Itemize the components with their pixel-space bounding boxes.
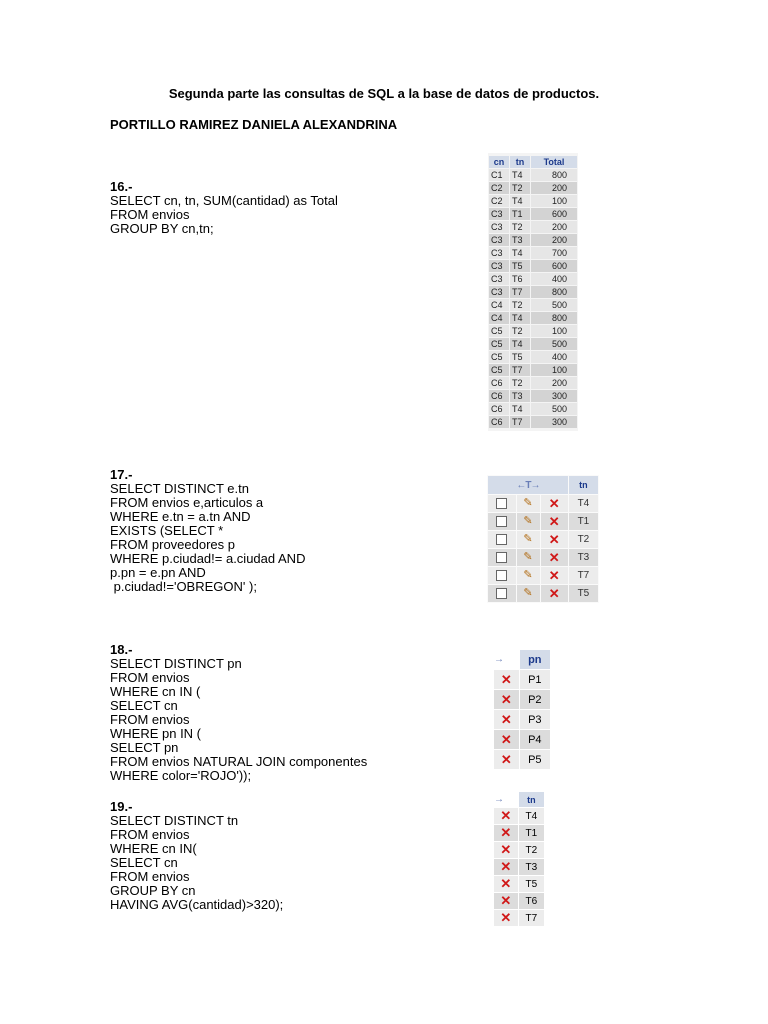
column-header-total[interactable]: Total	[531, 156, 577, 168]
cell-total: 400	[531, 273, 577, 285]
table-row	[494, 710, 550, 729]
table-row	[489, 403, 577, 415]
checkbox-icon[interactable]	[496, 552, 507, 563]
column-arrow	[494, 650, 519, 669]
cell-cn: C4	[489, 299, 509, 311]
edit-cell[interactable]	[517, 549, 540, 566]
cell-value: T1	[519, 825, 544, 841]
cell-tn: T2	[569, 531, 598, 548]
cell-value: P5	[520, 750, 550, 769]
cell-total: 600	[531, 260, 577, 272]
delete-cell[interactable]	[494, 910, 518, 926]
cell-tn: T2	[510, 299, 530, 311]
cell-cn: C6	[489, 403, 509, 415]
delete-x-icon[interactable]: ✕	[548, 531, 560, 547]
cell-cn: C5	[489, 364, 509, 376]
query-line: FROM proveedores p	[110, 537, 235, 552]
delete-x-icon[interactable]: ✕	[500, 842, 512, 857]
table-row	[488, 513, 598, 530]
checkbox-icon[interactable]	[496, 534, 507, 545]
query-line: p.ciudad!='OBREGON' );	[110, 579, 257, 594]
edit-cell[interactable]	[517, 567, 540, 584]
table-row	[489, 377, 577, 389]
cell-cn: C6	[489, 416, 509, 428]
pencil-icon[interactable]: ✎	[523, 515, 533, 527]
cell-cn: C3	[489, 221, 509, 233]
table-row	[489, 182, 577, 194]
cell-cn: C5	[489, 338, 509, 350]
cell-total: 500	[531, 299, 577, 311]
cell-cn: C2	[489, 182, 509, 194]
arrow-right-icon: →	[494, 794, 504, 805]
query-number: 18.-	[110, 642, 133, 657]
delete-x-icon[interactable]: ✕	[500, 711, 512, 727]
cell-tn: T4	[510, 312, 530, 324]
checkbox-icon[interactable]	[496, 588, 507, 599]
cell-total: 700	[531, 247, 577, 259]
delete-x-icon[interactable]: ✕	[548, 549, 560, 565]
query-line: WHERE cn IN(	[110, 841, 197, 856]
query-line: SELECT DISTINCT tn	[110, 813, 239, 828]
cell-tn: T1	[510, 208, 530, 220]
table-row	[489, 234, 577, 246]
query-line: EXISTS (SELECT *	[110, 523, 224, 538]
table-row	[488, 567, 598, 584]
cell-value: P2	[520, 690, 550, 709]
table-row	[489, 286, 577, 298]
result-table-17	[487, 475, 599, 603]
query-line: FROM envios	[110, 207, 190, 222]
cell-total: 100	[531, 195, 577, 207]
edit-cell[interactable]	[517, 531, 540, 548]
delete-x-icon[interactable]: ✕	[500, 876, 512, 891]
cell-tn: T5	[510, 351, 530, 363]
checkbox-cell[interactable]	[488, 495, 516, 512]
query-line: FROM envios	[110, 869, 190, 884]
query-line: SELECT pn	[110, 740, 179, 755]
delete-cell[interactable]	[494, 710, 519, 729]
table-row	[488, 585, 598, 602]
cell-total: 200	[531, 221, 577, 233]
query-16	[110, 180, 338, 236]
table-row	[489, 195, 577, 207]
sort-arrows-icon: ←T→	[516, 479, 540, 491]
cell-tn: T5	[510, 260, 530, 272]
cell-value: T2	[519, 842, 544, 858]
cell-total: 100	[531, 325, 577, 337]
cell-tn: T7	[569, 567, 598, 584]
cell-tn: T2	[510, 221, 530, 233]
cell-value: T3	[519, 859, 544, 875]
cell-value: T5	[519, 876, 544, 892]
query-line: WHERE color='ROJO'));	[110, 768, 252, 783]
cell-cn: C1	[489, 169, 509, 181]
query-line: FROM envios	[110, 670, 190, 685]
cell-total: 400	[531, 351, 577, 363]
delete-cell[interactable]	[541, 513, 568, 530]
delete-cell[interactable]	[541, 549, 568, 566]
cell-tn: T7	[510, 286, 530, 298]
cell-tn: T2	[510, 182, 530, 194]
cell-cn: C5	[489, 325, 509, 337]
delete-cell[interactable]	[541, 531, 568, 548]
query-line: p.pn = e.pn AND	[110, 565, 206, 580]
table-row	[489, 299, 577, 311]
cell-total: 800	[531, 286, 577, 298]
cell-total: 200	[531, 234, 577, 246]
column-arrow	[494, 792, 518, 807]
delete-x-icon[interactable]: ✕	[548, 567, 560, 583]
query-line: WHERE cn IN (	[110, 684, 201, 699]
table-row	[489, 312, 577, 324]
table-row	[489, 273, 577, 285]
table-row	[494, 750, 550, 769]
query-line: FROM envios e,articulos a	[110, 495, 264, 510]
query-line: FROM envios	[110, 712, 190, 727]
cell-total: 100	[531, 364, 577, 376]
table-row	[488, 495, 598, 512]
pencil-icon[interactable]: ✎	[523, 497, 533, 509]
result-table-19	[493, 791, 545, 927]
document-title: Segunda parte las consultas de SQL a la base de datos de productos.	[168, 86, 600, 101]
delete-cell[interactable]	[541, 585, 568, 602]
query-18	[110, 643, 367, 783]
delete-x-icon[interactable]: ✕	[500, 808, 512, 823]
query-line: SELECT cn	[110, 698, 178, 713]
table-row	[494, 690, 550, 709]
table-row	[494, 730, 550, 749]
cell-total: 200	[531, 182, 577, 194]
checkbox-icon[interactable]	[496, 516, 507, 527]
table-row	[488, 549, 598, 566]
delete-x-icon[interactable]: ✕	[500, 751, 512, 767]
cell-total: 800	[531, 169, 577, 181]
table-row	[494, 670, 550, 689]
delete-x-icon[interactable]: ✕	[500, 825, 512, 840]
query-19	[110, 800, 283, 912]
checkbox-cell[interactable]	[488, 531, 516, 548]
cell-tn: T5	[569, 585, 598, 602]
delete-cell[interactable]	[494, 690, 519, 709]
cell-tn: T4	[510, 195, 530, 207]
table-row	[489, 247, 577, 259]
cell-value: P4	[520, 730, 550, 749]
cell-cn: C3	[489, 234, 509, 246]
pencil-icon[interactable]: ✎	[523, 569, 533, 581]
query-number: 16.-	[110, 179, 133, 194]
delete-x-icon[interactable]: ✕	[500, 910, 512, 925]
cell-total: 500	[531, 338, 577, 350]
cell-value: T6	[519, 893, 544, 909]
cell-tn: T4	[569, 495, 598, 512]
table-row	[489, 351, 577, 363]
cell-total: 600	[531, 208, 577, 220]
table-row	[489, 416, 577, 428]
cell-tn: T3	[510, 390, 530, 402]
query-line: GROUP BY cn,tn;	[110, 221, 214, 236]
column-header-cn[interactable]: cn	[489, 156, 509, 168]
cell-total: 300	[531, 390, 577, 402]
delete-x-icon[interactable]: ✕	[500, 691, 512, 707]
cell-tn: T2	[510, 377, 530, 389]
cell-total: 200	[531, 377, 577, 389]
query-line: SELECT DISTINCT e.tn	[110, 481, 249, 496]
author-name: PORTILLO RAMIREZ DANIELA ALEXANDRINA	[110, 117, 398, 132]
query-line: SELECT cn, tn, SUM(cantidad) as Total	[110, 193, 338, 208]
delete-cell[interactable]	[494, 825, 518, 841]
query-number: 17.-	[110, 467, 133, 482]
column-header-tn[interactable]: tn	[569, 476, 598, 494]
cell-cn: C3	[489, 286, 509, 298]
cell-cn: C4	[489, 312, 509, 324]
edit-cell[interactable]	[517, 585, 540, 602]
cell-tn: T4	[510, 338, 530, 350]
query-line: GROUP BY cn	[110, 883, 196, 898]
delete-x-icon[interactable]: ✕	[548, 495, 560, 511]
cell-tn: T4	[510, 403, 530, 415]
cell-tn: T3	[569, 549, 598, 566]
cell-total: 500	[531, 403, 577, 415]
checkbox-icon[interactable]	[496, 498, 507, 509]
query-line: WHERE e.tn = a.tn AND	[110, 509, 251, 524]
table-row	[494, 808, 544, 824]
checkbox-cell[interactable]	[488, 549, 516, 566]
delete-x-icon[interactable]: ✕	[500, 893, 512, 908]
delete-cell[interactable]	[494, 893, 518, 909]
query-line: FROM envios	[110, 827, 190, 842]
cell-total: 800	[531, 312, 577, 324]
delete-x-icon[interactable]: ✕	[500, 859, 512, 874]
cell-cn: C3	[489, 208, 509, 220]
query-line: WHERE pn IN (	[110, 726, 202, 741]
table-row	[489, 260, 577, 272]
delete-x-icon[interactable]: ✕	[548, 513, 560, 529]
cell-tn: T7	[510, 416, 530, 428]
cell-cn: C5	[489, 351, 509, 363]
query-line: SELECT DISTINCT pn	[110, 656, 242, 671]
delete-cell[interactable]	[494, 750, 519, 769]
column-header-tn[interactable]: tn	[510, 156, 530, 168]
table-row	[494, 825, 544, 841]
cell-cn: C2	[489, 195, 509, 207]
checkbox-cell[interactable]	[488, 513, 516, 530]
delete-cell[interactable]	[541, 567, 568, 584]
delete-x-icon[interactable]: ✕	[500, 671, 512, 687]
cell-cn: C6	[489, 390, 509, 402]
table-row	[494, 859, 544, 875]
cell-total: 300	[531, 416, 577, 428]
arrow-right-icon: →	[494, 654, 504, 665]
cell-cn: C3	[489, 260, 509, 272]
cell-value: T7	[519, 910, 544, 926]
table-row	[488, 531, 598, 548]
edit-cell[interactable]	[517, 495, 540, 512]
table-row	[489, 338, 577, 350]
cell-cn: C3	[489, 247, 509, 259]
delete-cell[interactable]	[494, 842, 518, 858]
cell-value: P3	[520, 710, 550, 729]
checkbox-cell[interactable]	[488, 585, 516, 602]
column-header-pn[interactable]: pn	[520, 650, 550, 669]
cell-tn: T4	[510, 169, 530, 181]
cell-value: T4	[519, 808, 544, 824]
cell-tn: T3	[510, 234, 530, 246]
query-line: HAVING AVG(cantidad)>320);	[110, 897, 284, 912]
table-row	[489, 390, 577, 402]
query-number: 19.-	[110, 799, 133, 814]
pencil-icon[interactable]: ✎	[523, 587, 533, 599]
cell-cn: C3	[489, 273, 509, 285]
table-row	[489, 208, 577, 220]
query-17	[110, 468, 305, 594]
checkbox-icon[interactable]	[496, 570, 507, 581]
cell-tn: T1	[569, 513, 598, 530]
table-row	[489, 364, 577, 376]
table-row	[494, 876, 544, 892]
cell-tn: T4	[510, 247, 530, 259]
delete-x-icon[interactable]: ✕	[548, 585, 560, 601]
column-header-tn[interactable]: tn	[519, 792, 544, 807]
cell-tn: T2	[510, 325, 530, 337]
query-line: SELECT cn	[110, 855, 178, 870]
result-table-16	[488, 153, 578, 431]
cell-value: P1	[520, 670, 550, 689]
delete-x-icon[interactable]: ✕	[500, 731, 512, 747]
edit-cell[interactable]	[517, 513, 540, 530]
delete-cell[interactable]	[494, 808, 518, 824]
pencil-icon[interactable]: ✎	[523, 551, 533, 563]
delete-cell[interactable]	[494, 730, 519, 749]
query-line: FROM envios NATURAL JOIN componentes	[110, 754, 368, 769]
delete-cell[interactable]	[494, 859, 518, 875]
delete-cell[interactable]	[494, 670, 519, 689]
column-sort-arrows[interactable]	[488, 476, 568, 494]
checkbox-cell[interactable]	[488, 567, 516, 584]
table-row	[494, 842, 544, 858]
cell-cn: C6	[489, 377, 509, 389]
result-table-18	[493, 649, 551, 770]
table-row	[494, 893, 544, 909]
cell-tn: T6	[510, 273, 530, 285]
table-row	[494, 910, 544, 926]
delete-cell[interactable]	[494, 876, 518, 892]
delete-cell[interactable]	[541, 495, 568, 512]
table-row	[489, 221, 577, 233]
cell-tn: T7	[510, 364, 530, 376]
pencil-icon[interactable]: ✎	[523, 533, 533, 545]
table-row	[489, 169, 577, 181]
query-line: WHERE p.ciudad!= a.ciudad AND	[110, 551, 306, 566]
table-row	[489, 325, 577, 337]
